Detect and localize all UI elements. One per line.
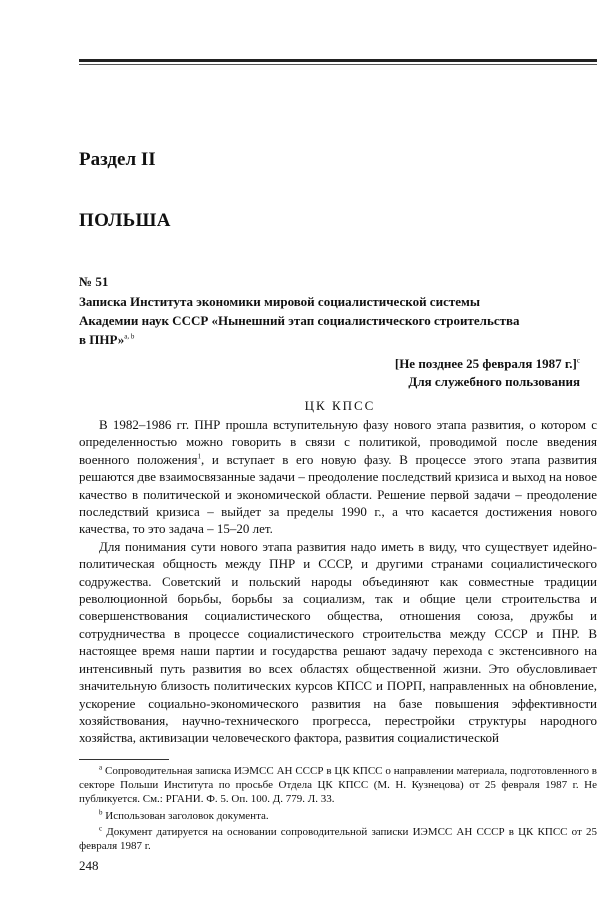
paragraph: Для понимания сути нового этапа развития надо иметь в виду, что существует идейно-политическая общность между ПНР и СССР, и другими странами социалистического содружества. Советский и польский народы объединяют как совместные традиции революционной борьбы, борьбы за социализм, так и общие цели строительства и совершенствования социалистического общества, отношения союза, дружбы и сотрудничества в процессе социалистического строительства между СССР и ПНР. В настоящее время наши партии и государства решают задачу перехода с экстенсивного на интенсивный путь развития во всех областях общественной жизни. Это обусловливает значительную близость политических курсов КПСС и ПОРП, направленных на обновление, ускорение социально-экономического развития на базе повышения эффективности хозяйствования, научно-технического прогресса, перестройки структуры народного хозяйства, активизации человеческого фактора, развития социалистической [79,538,597,746]
addressee: ЦК КПСС [304,398,376,413]
footnote-mark: с [99,824,103,833]
header-rule-thick [79,59,597,62]
footnote-text: Документ датируется на основании сопроводительной записки ИЭМСС АН СССР в ЦК КПСС от 25 февраля 1987 г. [79,825,597,853]
footnote [79,825,597,853]
access-label: Для служебного пользования [408,374,580,389]
footnote [79,809,597,823]
body-text [79,416,597,747]
page-number: 248 [79,858,99,873]
footnote-mark: 1 [197,452,201,461]
footnote-mark: b [99,807,103,816]
document-title-line [79,330,539,349]
footnote [79,764,597,807]
footnote-mark: a [99,763,103,772]
document-date [395,356,580,372]
document-title-line: Записка Института экономики мировой социалистической системы [79,294,480,309]
paragraph [79,416,597,538]
footnotes [79,764,597,855]
paragraph-text: , и вступает в его новую фазу. В процессе этого этапа развития решаются две взаимосвязанные задачи – преодоление последствий кризиса и выход на новое качество в политической и экономической области. Решение первой задачи – преодоление последствий кризиса – выйдет за пределы 1990 г., а что касается достижения нового качества, то это задача – 15–20 лет. [79,451,597,537]
header-rule-thin [79,64,597,65]
footnote-separator [79,759,169,760]
document-title [79,292,539,349]
document-title-line: Академии наук СССР «Нынешний этап социалистического строительства [79,313,520,328]
date-text: [Не позднее 25 февраля 1987 г.] [394,356,577,371]
paragraph-text: В 1982–1986 гг. ПНР прошла вступительную фазу нового этапа развития, о котором с определенностью можно говорить в связи с политикой, проводимой после введения военного положения [79,417,597,467]
footnote-marks: а, b [124,332,135,341]
document-title-text: в ПНР» [79,332,125,347]
document-number: № 51 [79,274,109,289]
footnote-text: Использован заголовок документа. [105,809,269,822]
section-title: Раздел II [79,149,156,170]
footnote-mark: с [576,356,580,365]
footnote-text: Сопроводительная записка ИЭМСС АН СССР в ЦК КПСС о направлении материала, подготовленного в секторе Польши Института по просьбе Отдела ЦК КПСС (М. Н. Кузнецова) от 25 февраля 1987 г. Не публикуется. См.: РГАНИ. Ф. 5. Оп. 100. Д. 779. Л. 33. [79,765,598,806]
country-heading: ПОЛЬША [79,210,171,231]
